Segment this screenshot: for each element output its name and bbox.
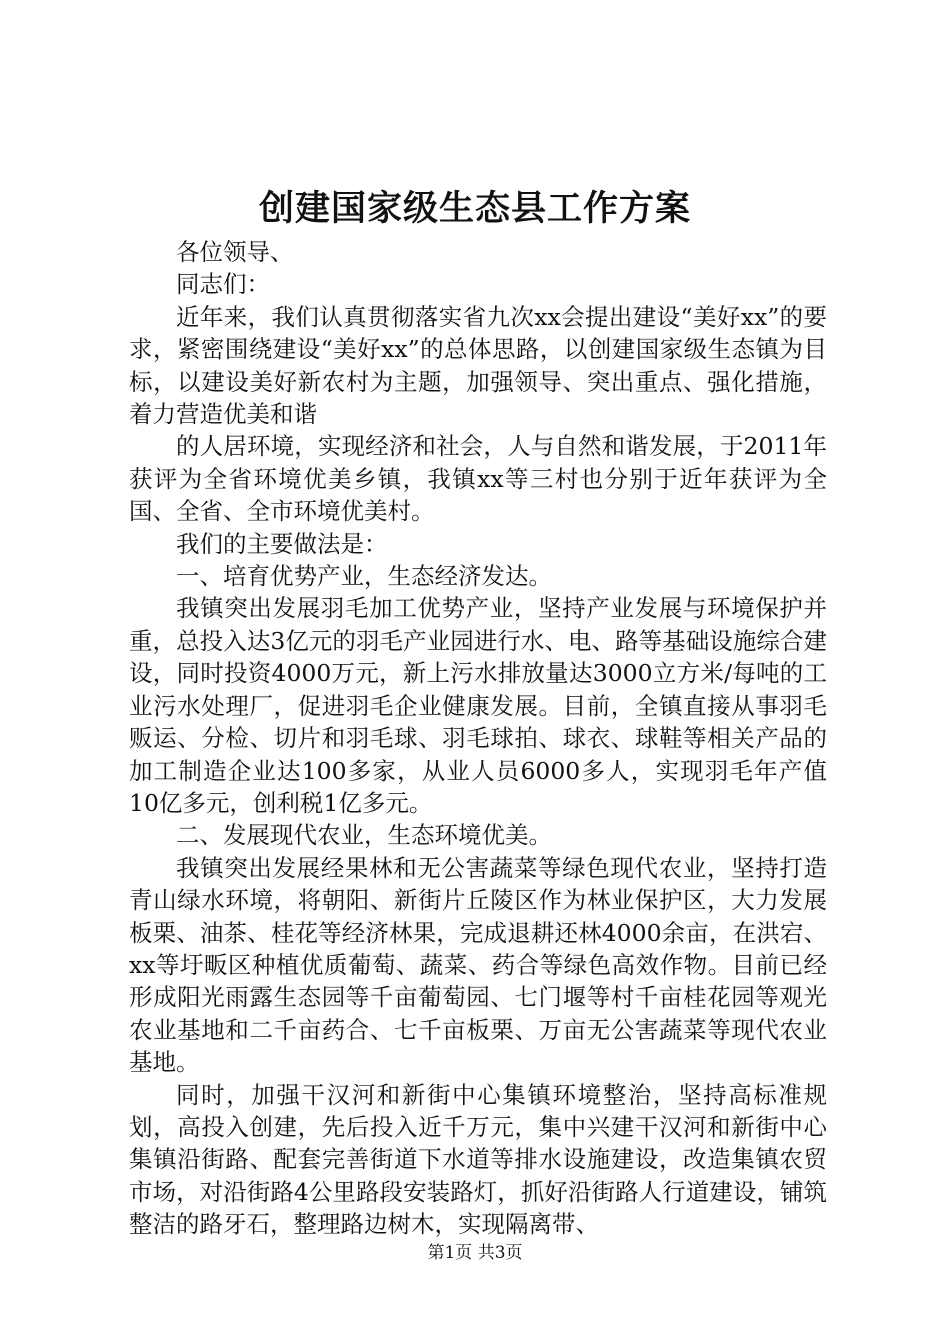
salutation-leaders: 各位领导、 bbox=[176, 238, 294, 266]
document-title: 创建国家级生态县工作方案 bbox=[258, 188, 691, 229]
document-body bbox=[129, 236, 827, 1241]
paragraph-intro-continued: 的人居环境，实现经济和社会，人与自然和谐发展，于2011年获评为全省环境优美乡镇，我镇xx等三村也分别于近年获评为全国、全省、全市环境优美村。 bbox=[129, 432, 827, 526]
paragraph-intro: 近年来，我们认真贯彻落实省九次xx会提出建设“美好xx”的要求，紧密围绕建设“美好xx”的总体思路，以创建国家级生态镇为目标，以建设美好新农村为主题，加强领导、突出重点、强化措施，着力营造优美和谐 bbox=[129, 302, 827, 429]
paragraph-methods-lead: 我们的主要做法是： bbox=[176, 529, 388, 558]
section-heading-1: 一、培育优势产业，生态经济发达。 bbox=[176, 562, 552, 591]
paragraph-town-renovation: 同时，加强干汉河和新街中心集镇环境整治，坚持高标准规划，高投入创建，先后投入近千万元，集中兴建干汉河和新街中心集镇沿街路、配套完善街道下水道等排水设施建设，改造集镇农贸市场，对沿街路4公里路段安装路灯，抓好沿街路人行道建设，铺筑整洁的路牙石，整理路边树木，实现隔离带、 bbox=[129, 1080, 827, 1239]
paragraph-feather-industry: 我镇突出发展羽毛加工优势产业，坚持产业发展与环境保护并重，总投入达3亿元的羽毛产业园进行水、电、路等基础设施综合建设，同时投资4000万元，新上污水排放量达3000立方米/每吨的工业污水处理厂，促进羽毛企业健康发展。目前，全镇直接从事羽毛贩运、分检、切片和羽毛球、羽毛球拍、球衣、球鞋等相关产品的加工制造企业达100多家，从业人员6000多人，实现羽毛年产值10亿多元，创利税1亿多元。 bbox=[129, 594, 827, 817]
section-heading-2: 二、发展现代农业，生态环境优美。 bbox=[176, 821, 552, 850]
page-number-footer: 第1页 共3页 bbox=[427, 1243, 523, 1263]
paragraph-modern-agriculture: 我镇突出发展经果林和无公害蔬菜等绿色现代农业，坚持打造青山绿水环境，将朝阳、新街片丘陵区作为林业保护区，大力发展板栗、油茶、桂花等经济林果，完成退耕还林4000余亩，在洪宕、xx等圩畈区种植优质葡萄、蔬菜、药合等绿色高效作物。目前已经形成阳光雨露生态园等千亩葡萄园、七门堰等村千亩桂花园等观光农业基地和二千亩药合、七千亩板栗、万亩无公害蔬菜等现代农业基地。 bbox=[129, 853, 827, 1077]
salutation-comrades: 同志们： bbox=[176, 270, 270, 299]
